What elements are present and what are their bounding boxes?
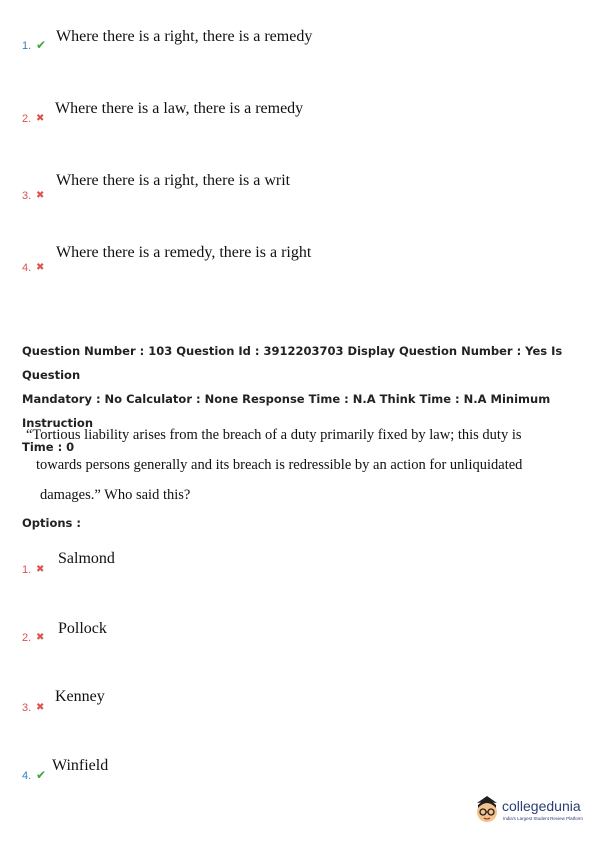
- cross-icon: ✖: [36, 702, 45, 713]
- option-number: 1.: [22, 40, 32, 52]
- question-line-1: “Tortious liability arises from the breach of a duty primarily fixed by law; this duty is: [26, 427, 522, 443]
- option-text: Pollock: [58, 620, 107, 637]
- cross-icon: ✖: [36, 262, 45, 273]
- check-icon: ✔: [36, 768, 47, 782]
- cross-icon: ✖: [36, 190, 45, 201]
- option-number: 2.: [22, 113, 32, 125]
- cross-icon: ✖: [36, 113, 45, 124]
- option-number: 2.: [22, 632, 32, 644]
- meta-line-2: Mandatory : No Calculator : None Response Time : N.A Think Time : N.A Minimum Instruction: [22, 392, 551, 430]
- option-text: Where there is a right, there is a remedy: [56, 28, 313, 45]
- option-number: 3.: [22, 702, 32, 714]
- mascot-face-icon: [474, 794, 500, 824]
- collegedunia-logo: [470, 792, 590, 832]
- question-line-3: damages.” Who said this?: [40, 487, 191, 503]
- meta-line-3: Time : 0: [22, 440, 75, 454]
- option-text: Salmond: [58, 550, 115, 567]
- cross-icon: ✖: [36, 564, 45, 575]
- logo-brand: collegedunia: [502, 798, 581, 814]
- check-icon: ✔: [36, 38, 47, 52]
- option-number: 3.: [22, 190, 32, 202]
- option-text: Where there is a remedy, there is a right: [56, 244, 312, 261]
- question-line-2: towards persons generally and its breach is redressible by an action for unliquidated: [36, 457, 523, 473]
- option-text: Winfield: [52, 757, 109, 774]
- cross-icon: ✖: [36, 632, 45, 643]
- option-text: Where there is a law, there is a remedy: [55, 100, 304, 117]
- option-number: 1.: [22, 564, 32, 576]
- option-text: Where there is a right, there is a writ: [56, 172, 291, 189]
- option-number: 4.: [22, 770, 32, 782]
- option-text: Kenney: [55, 688, 105, 705]
- options-label: Options :: [22, 516, 81, 530]
- option-number: 4.: [22, 262, 32, 274]
- meta-line-1: Question Number : 103 Question Id : 3912203703 Display Question Number : Yes Is Question: [22, 344, 563, 382]
- question-text: [22, 420, 582, 510]
- logo-tagline: India's Largest Student Review Platform: [503, 816, 583, 821]
